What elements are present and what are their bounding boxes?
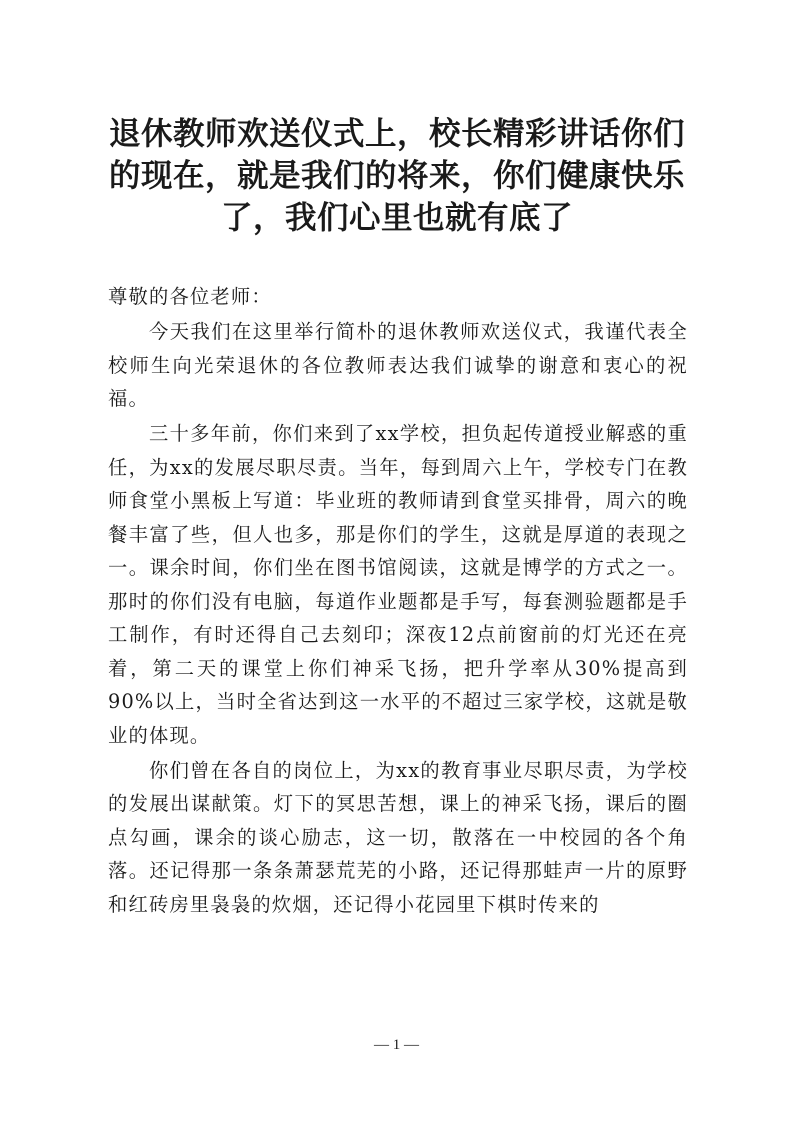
page-number: — 1 — <box>374 1037 419 1053</box>
salutation: 尊敬的各位老师： <box>108 285 272 308</box>
document-body <box>108 280 688 923</box>
paragraph-2: 三十多年前，你们来到了xx学校，担负起传道授业解惑的重任，为xx的发展尽职尽责。当年，每到周六上午，学校专门在教师食堂小黑板上写道：毕业班的教师请到食堂买排骨，周六的晚餐丰富了些，但人也多，那是你们的学生，这就是厚道的表现之一。课余时间，你们坐在图书馆阅读，这就是博学的方式之一。那时的你们没有电脑，每道作业题都是手写，每套测验题都是手工制作，有时还得自己去刻印；深夜12点前窗前的灯光还在亮着，第二天的课堂上你们神采飞扬，把升学率从30%提高到90%以上，当时全省达到这一水平的不超过三家学校，这就是敬业的体现。 <box>108 422 688 747</box>
paragraph-3: 你们曾在各自的岗位上，为xx的教育事业尽职尽责，为学校的发展出谋献策。灯下的冥思苦想，课上的神采飞扬，课后的圈点勾画，课余的谈心励志，这一切，散落在一中校园的各个角落。还记得那一条条萧瑟荒芜的小路，还记得那蛙声一片的原野和红砖房里袅袅的炊烟，还记得小花园里下棋时传来的 <box>108 758 688 916</box>
paragraph-1: 今天我们在这里举行简朴的退休教师欢送仪式，我谨代表全校师生向光荣退休的各位教师表达我们诚挚的谢意和衷心的祝福。 <box>108 320 688 410</box>
document-title: 退休教师欢送仪式上，校长精彩讲话你们的现在，就是我们的将来，你们健康快乐了，我们心里也就有底了 <box>108 115 685 236</box>
